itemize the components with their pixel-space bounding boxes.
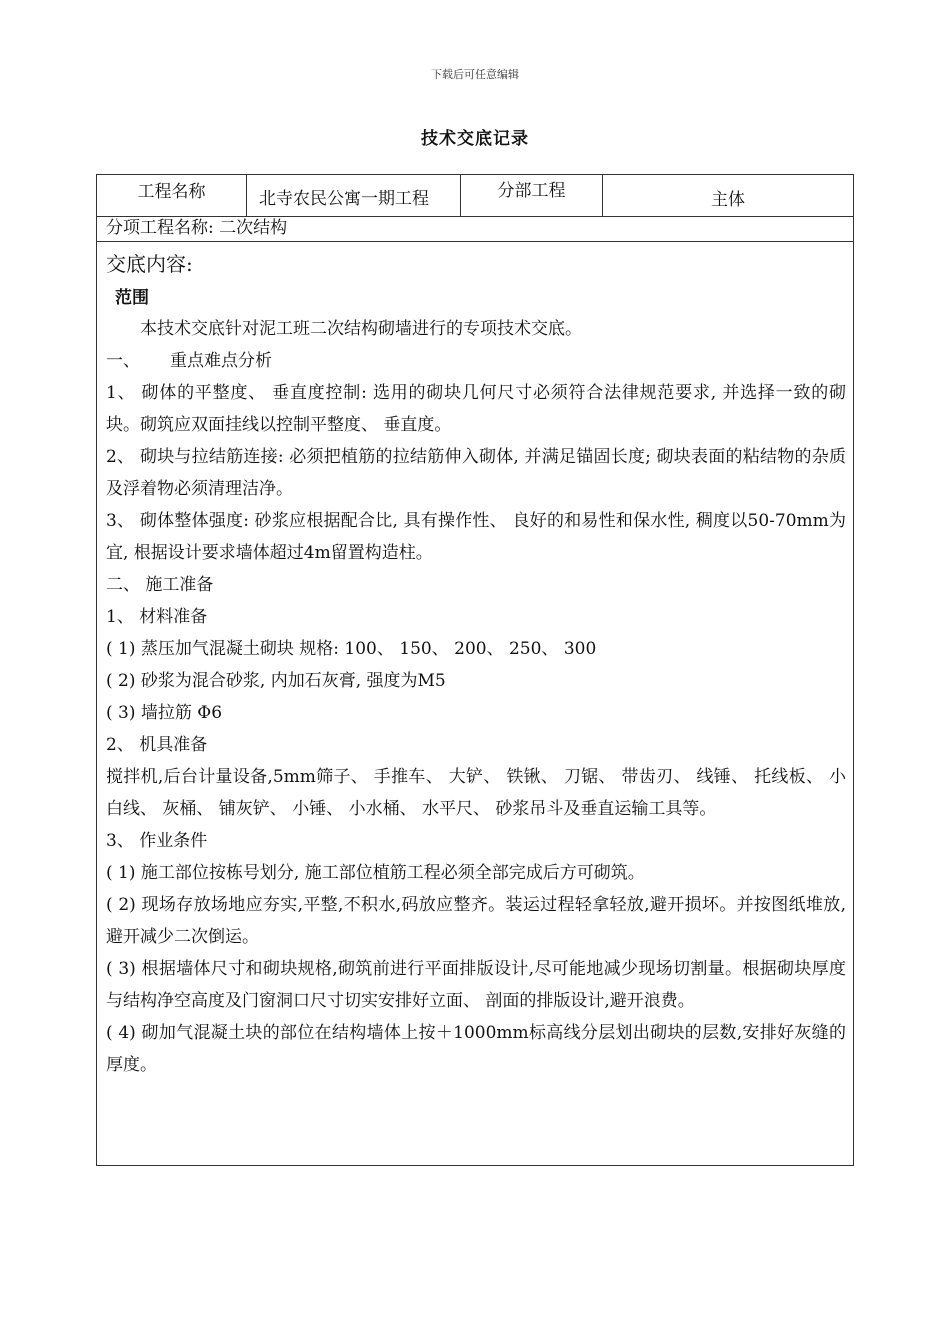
condition-4: ( 4) 砌加气混凝土块的部位在结构墙体上按＋1000mm标高线分层划出砌块的层数,安排好灰缝的厚度。 [106,1023,846,1075]
section-1-title: 重点难点分析 [170,351,272,371]
tools-text: 搅拌机,后台计量设备,5mm筛子、 手推车、 大铲、 铁锹、 刀锯、 带齿刃、 线锤、 托线板、 小白线、 灰桶、 铺灰铲、 小锤、 小水桶、 水平尺、 砂浆吊斗及垂直运输工具等。 [106,767,846,819]
materials-heading: 1、 材料准备 [106,607,208,627]
scope-text: 本技术交底针对泥工班二次结构砌墙进行的专项技术交底。 [140,319,582,339]
document-title: 技术交底记录 [421,129,529,149]
division-label: 分部工程 [461,175,603,216]
scope-heading: 范围 [115,288,149,308]
item-3: 3、 砌体整体强度: 砂浆应根据配合比, 具有操作性、 良好的和易性和保水性, 稠度以50-70mm为宜, 根据设计要求墙体超过4m留置构造柱。 [106,511,846,563]
condition-1: ( 1) 施工部位按栋号划分, 施工部位植筋工程必须全部完成后方可砌筑。 [106,863,645,883]
condition-3: ( 3) 根据墙体尺寸和砌块规格,砌筑前进行平面排版设计,尽可能地减少现场切割量。根据砌块厚度与结构净空高度及门窗洞口尺寸切实安排好立面、 剖面的排版设计,避开浪费。 [106,959,846,1011]
project-name-label: 工程名称 [97,175,247,216]
header-note: 下载后可任意编辑 [431,68,519,81]
conditions-heading: 3、 作业条件 [106,831,208,851]
section-1-heading [106,345,846,377]
item-1: 1、 砌体的平整度、 垂直度控制: 选用的砌块几何尺寸必须符合法律规范要求, 并选择一致的砌块。砌筑应双面挂线以控制平整度、 垂直度。 [106,383,846,435]
division-value: 主体 [711,190,745,210]
material-2: ( 2) 砂浆为混合砂浆, 内加石灰膏, 强度为M5 [106,671,446,691]
project-name-value: 北寺农民公寓一期工程 [247,175,461,216]
subitem-row: 分项工程名称: 二次结构 [97,216,853,242]
section-1-number: 一、 [106,351,140,371]
table-row-project [97,175,853,217]
material-3: ( 3) 墙拉筋 Φ6 [106,703,223,723]
condition-2: ( 2) 现场存放场地应夯实,平整,不积水,码放应整齐。装运过程轻拿轻放,避开损坏。并按图纸堆放,避开减少二次倒运。 [106,895,846,947]
material-1: ( 1) 蒸压加气混凝土砌块 规格: 100、 150、 200、 250、 300 [106,639,597,659]
section-2-heading: 二、 施工准备 [106,575,214,595]
content-body [106,245,846,1081]
tools-heading: 2、 机具准备 [106,735,208,755]
record-table [96,174,854,1166]
content-heading: 交底内容: [106,252,193,276]
item-2: 2、 砌块与拉结筋连接: 必须把植筋的拉结筋伸入砌体, 并满足锚固长度; 砌块表面的粘结物的杂质及浮着物必须清理洁净。 [106,447,846,499]
